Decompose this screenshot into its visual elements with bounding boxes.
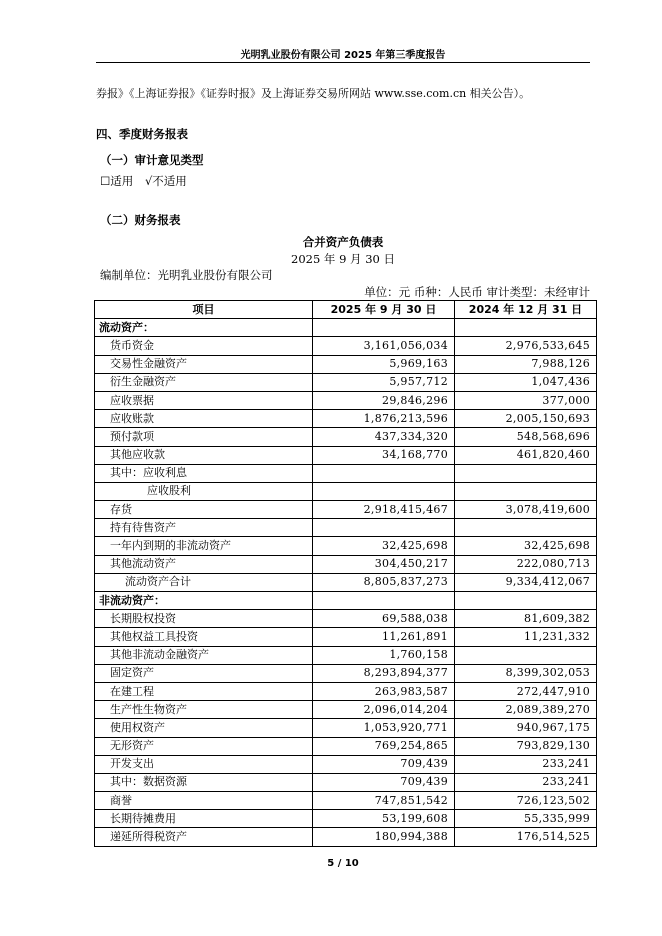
value-2025: 2,918,415,467	[313, 501, 455, 519]
value-2024: 2,976,533,645	[455, 337, 597, 355]
table-row	[95, 664, 597, 682]
row-label: 非流动资产：	[95, 592, 313, 610]
column-header-2025: 2025 年 9 月 30 日	[313, 301, 455, 319]
value-2025: 709,439	[313, 773, 455, 791]
value-2025: 8,293,894,377	[313, 664, 455, 682]
table-row	[95, 501, 597, 519]
value-2024	[455, 464, 597, 482]
table-row	[95, 646, 597, 664]
section-heading: 四、季度财务报表	[96, 127, 188, 141]
value-2024: 1,047,436	[455, 373, 597, 391]
value-2024: 7,988,126	[455, 355, 597, 373]
row-label: 衍生金融资产	[95, 373, 313, 391]
table-row	[95, 464, 597, 482]
value-2025	[313, 519, 455, 537]
row-label: 使用权资产	[95, 719, 313, 737]
row-label: 无形资产	[95, 737, 313, 755]
value-2024	[455, 646, 597, 664]
row-label: 长期股权投资	[95, 610, 313, 628]
row-label: 其他非流动金融资产	[95, 646, 313, 664]
value-2025: 34,168,770	[313, 446, 455, 464]
table-row	[95, 428, 597, 446]
value-2024	[455, 319, 597, 337]
value-2024: 461,820,460	[455, 446, 597, 464]
value-2025: 1,760,158	[313, 646, 455, 664]
value-2024: 377,000	[455, 391, 597, 409]
value-2025: 69,588,038	[313, 610, 455, 628]
value-2025	[313, 319, 455, 337]
table-row	[95, 737, 597, 755]
table-row	[95, 482, 597, 500]
table-row	[95, 701, 597, 719]
value-2024: 8,399,302,053	[455, 664, 597, 682]
value-2025: 5,969,163	[313, 355, 455, 373]
value-2024: 233,241	[455, 773, 597, 791]
row-label: 存货	[95, 501, 313, 519]
table-row	[95, 537, 597, 555]
table-row	[95, 519, 597, 537]
balance-sheet-table	[94, 300, 597, 847]
value-2025: 5,957,712	[313, 373, 455, 391]
value-2024: 3,078,419,600	[455, 501, 597, 519]
value-2025	[313, 592, 455, 610]
table-row	[95, 337, 597, 355]
option-applicable: ☐适用	[100, 174, 134, 188]
table-row	[95, 682, 597, 700]
table-row	[95, 410, 597, 428]
table-row	[95, 446, 597, 464]
value-2025: 8,805,837,273	[313, 573, 455, 591]
value-2025: 709,439	[313, 755, 455, 773]
row-label: 持有待售资产	[95, 519, 313, 537]
table-header-row	[95, 301, 597, 319]
value-2025: 180,994,388	[313, 828, 455, 846]
value-2024: 726,123,502	[455, 792, 597, 810]
table-row	[95, 592, 597, 610]
table-date: 2025 年 9 月 30 日	[291, 252, 395, 266]
option-not-applicable: √不适用	[144, 174, 187, 188]
table-row	[95, 319, 597, 337]
value-2025: 11,261,891	[313, 628, 455, 646]
row-label: 交易性金融资产	[95, 355, 313, 373]
row-label: 应收账款	[95, 410, 313, 428]
value-2024	[455, 519, 597, 537]
value-2024: 81,609,382	[455, 610, 597, 628]
table-row	[95, 555, 597, 573]
column-header-item: 项目	[95, 301, 313, 319]
table-row	[95, 610, 597, 628]
value-2025: 263,983,587	[313, 682, 455, 700]
row-label: 其他流动资产	[95, 555, 313, 573]
value-2025	[313, 482, 455, 500]
value-2025: 29,846,296	[313, 391, 455, 409]
value-2024: 55,335,999	[455, 810, 597, 828]
row-label: 其中：数据资源	[95, 773, 313, 791]
row-label: 生产性生物资产	[95, 701, 313, 719]
value-2024: 222,080,713	[455, 555, 597, 573]
value-2025: 304,450,217	[313, 555, 455, 573]
audit-opinion-heading: （一）审计意见类型	[100, 153, 204, 167]
row-label: 应收股利	[95, 482, 313, 500]
value-2025: 3,161,056,034	[313, 337, 455, 355]
value-2025: 32,425,698	[313, 537, 455, 555]
value-2025: 1,876,213,596	[313, 410, 455, 428]
row-label: 预付款项	[95, 428, 313, 446]
value-2024: 793,829,130	[455, 737, 597, 755]
row-label: 流动资产：	[95, 319, 313, 337]
header-rule	[96, 62, 590, 63]
prepared-by: 编制单位：光明乳业股份有限公司	[100, 268, 273, 282]
row-label: 固定资产	[95, 664, 313, 682]
table-row	[95, 628, 597, 646]
table-row	[95, 391, 597, 409]
value-2025	[313, 464, 455, 482]
value-2024: 176,514,525	[455, 828, 597, 846]
row-label: 长期待摊费用	[95, 810, 313, 828]
intro-text: 券报》《上海证券报》《证券时报》及上海证券交易所网站 www.sse.com.cn 相关公告）。	[96, 87, 531, 100]
row-label: 开发支出	[95, 755, 313, 773]
table-row	[95, 355, 597, 373]
value-2024	[455, 592, 597, 610]
row-label: 在建工程	[95, 682, 313, 700]
value-2024: 32,425,698	[455, 537, 597, 555]
page-number: 5 / 10	[327, 858, 359, 869]
table-row	[95, 755, 597, 773]
value-2024	[455, 482, 597, 500]
value-2025: 437,334,320	[313, 428, 455, 446]
row-label: 应收票据	[95, 391, 313, 409]
table-row	[95, 828, 597, 846]
page-header: 光明乳业股份有限公司 2025 年第三季度报告	[240, 50, 446, 61]
row-label: 递延所得税资产	[95, 828, 313, 846]
row-label: 货币资金	[95, 337, 313, 355]
table-row	[95, 719, 597, 737]
value-2024: 11,231,332	[455, 628, 597, 646]
table-row	[95, 773, 597, 791]
value-2024: 940,967,175	[455, 719, 597, 737]
value-2025: 2,096,014,204	[313, 701, 455, 719]
unit-info: 单位：元 币种：人民币 审计类型：未经审计	[364, 285, 590, 299]
value-2024: 272,447,910	[455, 682, 597, 700]
value-2025: 1,053,920,771	[313, 719, 455, 737]
value-2024: 9,334,412,067	[455, 573, 597, 591]
table-title: 合并资产负债表	[302, 235, 384, 249]
statements-heading: （二）财务报表	[100, 213, 181, 227]
value-2025: 53,199,608	[313, 810, 455, 828]
row-label: 商誉	[95, 792, 313, 810]
value-2024: 2,005,150,693	[455, 410, 597, 428]
row-label: 其他权益工具投资	[95, 628, 313, 646]
value-2025: 747,851,542	[313, 792, 455, 810]
row-label: 其他应收款	[95, 446, 313, 464]
audit-options	[100, 173, 195, 189]
value-2025: 769,254,865	[313, 737, 455, 755]
value-2024: 233,241	[455, 755, 597, 773]
row-label: 流动资产合计	[95, 573, 313, 591]
table-row	[95, 573, 597, 591]
value-2024: 548,568,696	[455, 428, 597, 446]
table-row	[95, 373, 597, 391]
table-row	[95, 810, 597, 828]
value-2024: 2,089,389,270	[455, 701, 597, 719]
row-label: 一年内到期的非流动资产	[95, 537, 313, 555]
table-row	[95, 792, 597, 810]
row-label: 其中：应收利息	[95, 464, 313, 482]
column-header-2024: 2024 年 12 月 31 日	[455, 301, 597, 319]
